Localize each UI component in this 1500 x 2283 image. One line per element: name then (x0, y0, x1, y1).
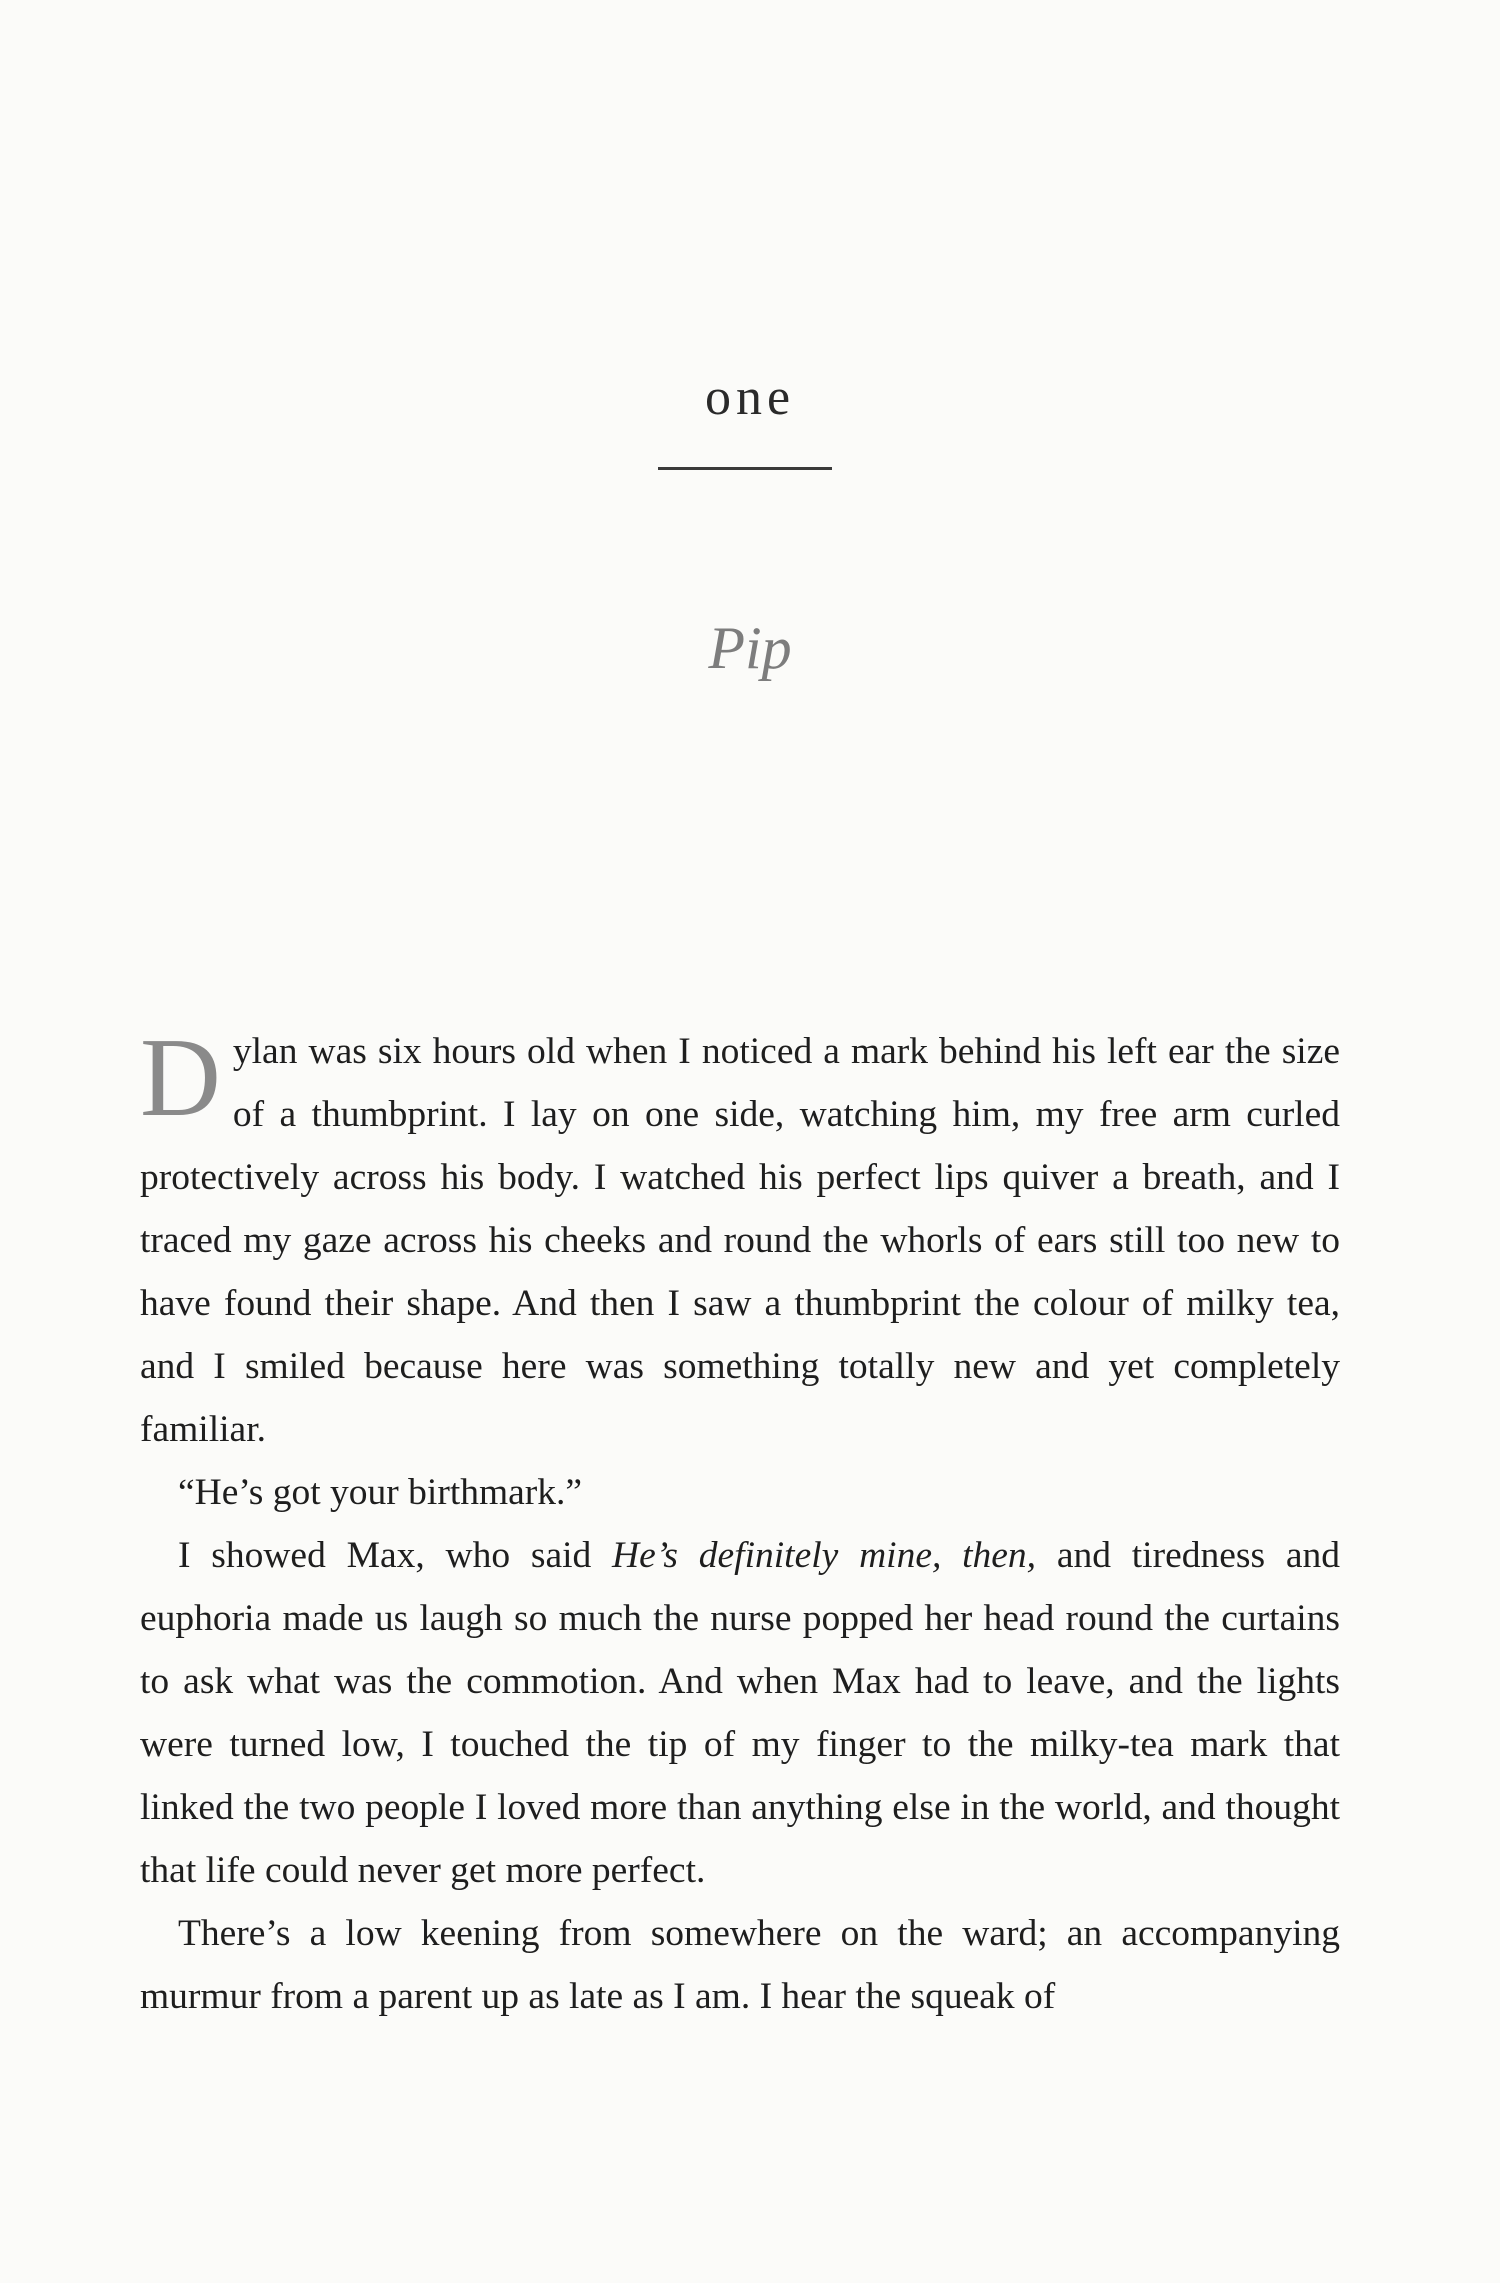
narrator-heading: Pip (708, 615, 792, 681)
chapter-body (140, 1016, 1340, 2028)
paragraph-1 (140, 1016, 1340, 1461)
drop-cap: D (140, 1016, 221, 1140)
paragraph-3-after: and tiredness and euphoria made us laugh so much the nurse popped her head round the curtains to ask what was the commotion. And when Max had to leave, and the lights were turned low, I touched the tip of my finger to the milky-tea mark that linked the two people I loved more than anything else in the world, and thought that life could never get more perfect. (140, 1535, 1340, 1891)
paragraph-2: “He’s got your birthmark.” (178, 1472, 583, 1513)
paragraph-1-text: ylan was six hours old when I noticed a mark behind his left ear the size of a thumbprint. I lay on one side, watching him, my free arm curled protectively across his body. I watched his perfect lips quiver a breath, and I traced my gaze across his cheeks and round the whorls of ears still too new to have found their shape. And then I saw a thumbprint the colour of milky tea, and I smiled because here was something totally new and yet completely familiar. (140, 1031, 1340, 1450)
paragraph-4: There’s a low keening from somewhere on the ward; an accompanying murmur from a parent up as late as I am. I hear the squeak of (140, 1913, 1340, 2017)
paragraph-3-before: I showed Max, who said (178, 1535, 613, 1576)
chapter-number: one (704, 369, 796, 426)
chapter-divider (658, 467, 832, 470)
paragraph-3 (140, 1524, 1340, 1902)
paragraph-3-italic: He’s definitely mine, then, (612, 1535, 1037, 1576)
